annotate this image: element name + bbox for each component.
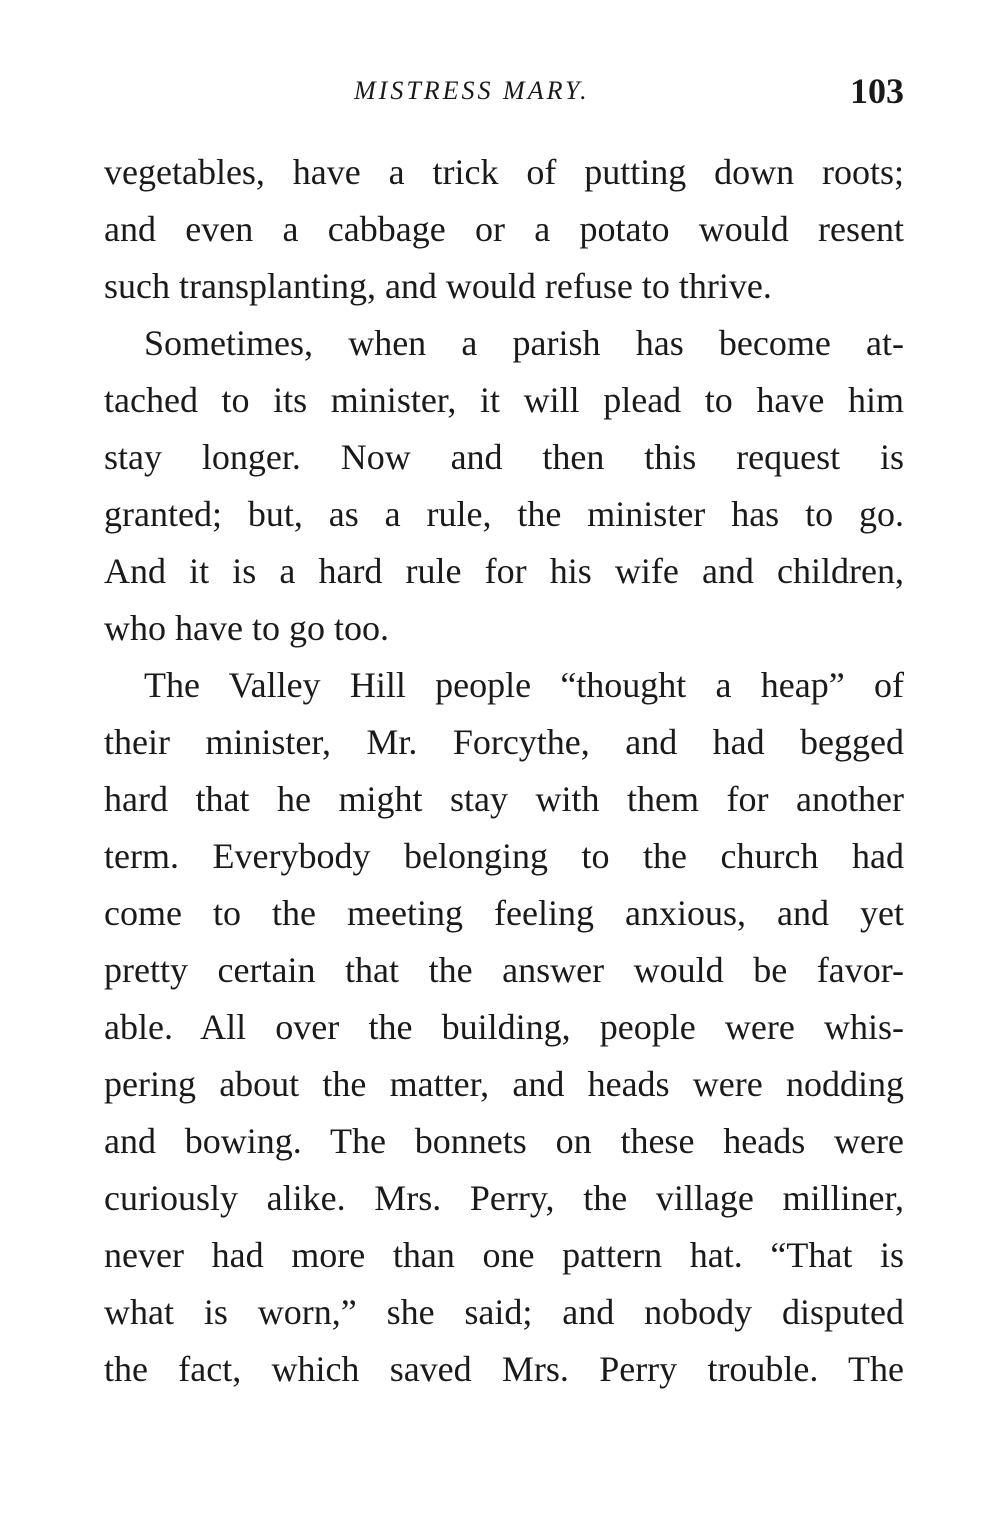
text-line: stay longer. Now and then this request is [104, 437, 904, 477]
text-line: such transplanting, and would refuse to thrive. [104, 266, 772, 306]
text-line: able. All over the building, people were whis- [104, 1007, 904, 1047]
running-title: MISTRESS MARY. [354, 76, 590, 105]
paragraph-first-line: The Valley Hill people “thought a heap” of [144, 665, 904, 705]
text-line: term. Everybody belonging to the church had [104, 836, 904, 876]
text-line: their minister, Mr. Forcythe, and had begged [104, 722, 904, 762]
text-line: pretty certain that the answer would be favor- [104, 950, 904, 990]
text-line: vegetables, have a trick of putting down roots; [104, 152, 904, 192]
text-line: never had more than one pattern hat. “That is [104, 1235, 904, 1275]
text-line: come to the meeting feeling anxious, and yet [104, 893, 904, 933]
text-line: and even a cabbage or a potato would resent [104, 209, 904, 249]
text-line: pering about the matter, and heads were nodding [104, 1064, 904, 1104]
text-line: granted; but, as a rule, the minister has to go. [104, 494, 904, 534]
text-line: tached to its minister, it will plead to have him [104, 380, 904, 420]
text-line: curiously alike. Mrs. Perry, the village milliner, [104, 1178, 904, 1218]
text-line: what is worn,” she said; and nobody disputed [104, 1292, 904, 1332]
page-number: 103 [850, 71, 904, 111]
text-line: and bowing. The bonnets on these heads were [104, 1121, 904, 1161]
text-line: who have to go too. [104, 608, 389, 648]
running-head [104, 70, 904, 120]
body-text [104, 144, 904, 1398]
text-line: hard that he might stay with them for another [104, 779, 904, 819]
text-line: the fact, which saved Mrs. Perry trouble. The [104, 1349, 904, 1389]
paragraph-first-line: Sometimes, when a parish has become at- [144, 323, 904, 363]
text-line: And it is a hard rule for his wife and children, [104, 551, 904, 591]
